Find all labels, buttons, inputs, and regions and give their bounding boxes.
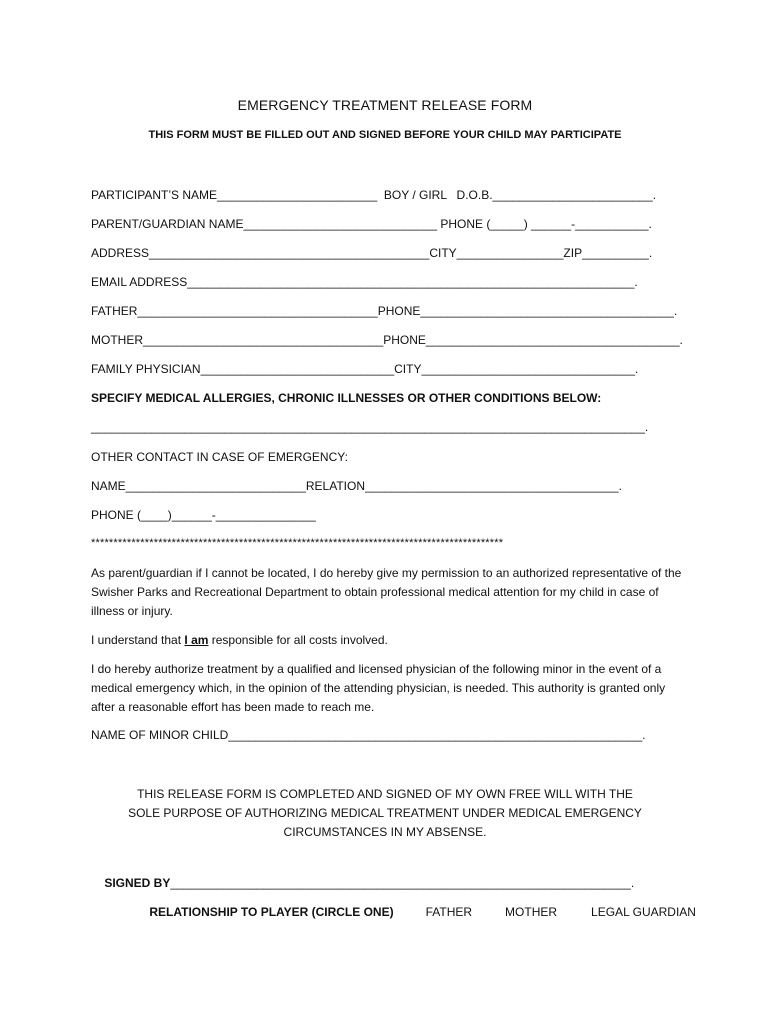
costs-paragraph [91,631,691,650]
mother-field[interactable]: MOTHER____________________________________PHONE______________________________________. [91,333,683,347]
costs-emphasis: I am [184,633,209,647]
father-field[interactable]: FATHER____________________________________PHONE______________________________________. [91,304,678,318]
option-mother[interactable]: MOTHER [505,905,558,919]
signed-by-label: SIGNED BY [104,876,171,890]
email-field[interactable]: EMAIL ADDRESS___________________________________________________________________. [91,275,638,289]
medical-conditions-heading: SPECIFY MEDICAL ALLERGIES, CHRONIC ILLNESSES OR OTHER CONDITIONS BELOW: [91,391,602,405]
address-field[interactable]: ADDRESS__________________________________________CITY________________ZIP__________. [91,246,653,260]
relationship-row [136,891,696,933]
option-father[interactable]: FATHER [425,905,473,919]
parent-guardian-field[interactable]: PARENT/GUARDIAN NAME_____________________________ PHONE (_____) ______-___________. [91,217,652,231]
participant-field[interactable]: PARTICIPANT’S NAME________________________ BOY / GIRL D.O.B.________________________. [91,188,657,202]
costs-text-end: responsible for all costs involved. [208,633,388,647]
permission-paragraph: As parent/guardian if I cannot be located, I do hereby give my permission to an authorized representative of the Swisher Parks and Recreational Department to obtain professional medical attention for my child in case of illness or injury. [91,566,682,618]
other-contact-heading: OTHER CONTACT IN CASE OF EMERGENCY: [91,450,348,464]
medical-conditions-field[interactable]: ___________________________________________________________________________________. [91,420,649,434]
costs-text-start: I understand that [91,633,185,647]
signature-line[interactable]: _____________________________________________________________________. [170,876,635,890]
form-subtitle: THIS FORM MUST BE FILLED OUT AND SIGNED BEFORE YOUR CHILD MAY PARTICIPATE [148,129,622,141]
contact-name-field[interactable]: NAME___________________________RELATION______________________________________. [91,479,622,493]
contact-phone-field[interactable]: PHONE (____)______-_______________ [91,508,316,522]
authorization-paragraph: I do hereby authorize treatment by a qualified and licensed physician of the following minor in the event of a medical emergency which, in the opinion of the attending physician, is needed. This authority is granted only after a reasonable effort has been made to reach me. [91,662,666,714]
minor-child-field[interactable]: NAME OF MINOR CHILD______________________________________________________________. [91,728,646,742]
release-statement: THIS RELEASE FORM IS COMPLETED AND SIGNED OF MY OWN FREE WILL WITH THE SOLE PURPOSE OF AUTHORIZING MEDICAL TREATMENT UNDER MEDICAL EMERGENCY CIRCUMSTANCES IN MY ABSENSE. [128,787,642,839]
family-physician-field[interactable]: FAMILY PHYSICIAN_____________________________CITY________________________________. [91,362,639,376]
option-legal-guardian[interactable]: LEGAL GUARDIAN [591,905,696,919]
asterisk-divider: ******************************************************************************************** [91,537,504,549]
form-title: EMERGENCY TREATMENT RELEASE FORM [237,97,533,113]
relationship-label: RELATIONSHIP TO PLAYER (CIRCLE ONE) [149,905,394,919]
